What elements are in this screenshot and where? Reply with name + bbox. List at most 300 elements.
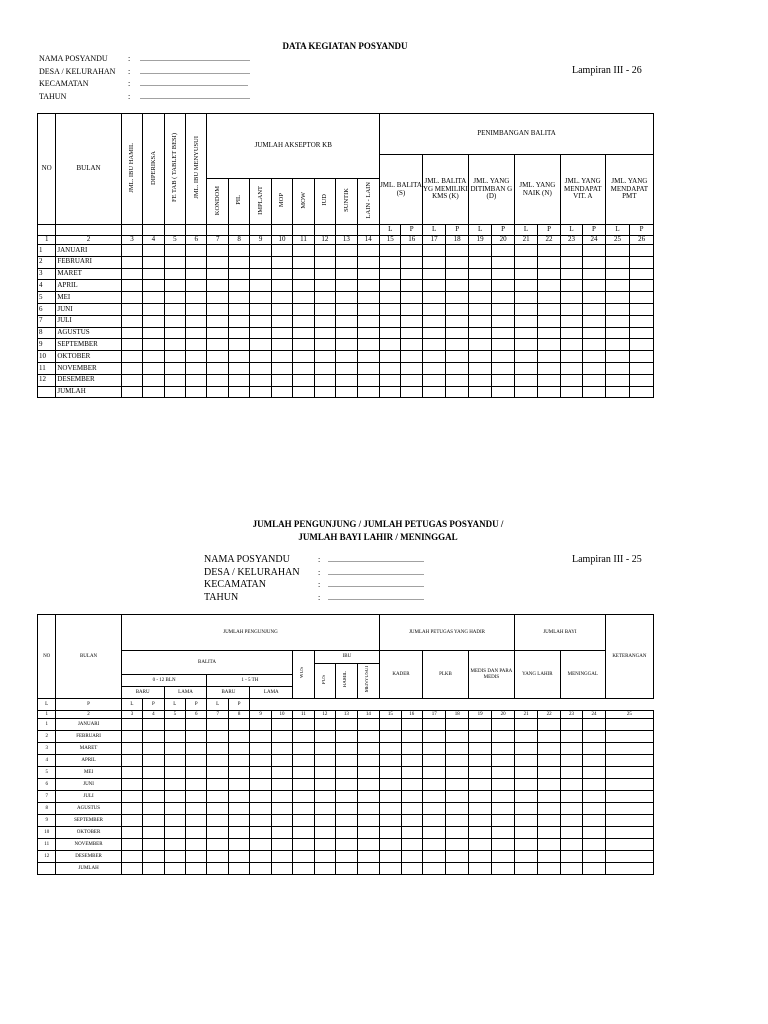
data-cell[interactable] [538, 245, 560, 257]
data-cell[interactable] [228, 339, 249, 351]
data-cell[interactable] [228, 386, 249, 398]
data-cell[interactable] [228, 362, 249, 374]
data-cell[interactable] [271, 827, 292, 839]
data-cell[interactable] [538, 779, 560, 791]
data-cell[interactable] [446, 245, 468, 257]
data-cell[interactable] [560, 851, 582, 863]
data-cell[interactable] [560, 374, 582, 386]
data-cell[interactable] [336, 339, 357, 351]
data-cell[interactable] [293, 779, 314, 791]
data-cell[interactable] [314, 292, 335, 304]
data-cell[interactable] [336, 386, 357, 398]
data-cell[interactable] [468, 851, 491, 863]
data-cell[interactable] [186, 719, 207, 731]
data-cell[interactable] [380, 767, 401, 779]
data-cell[interactable] [250, 374, 271, 386]
data-cell[interactable] [293, 731, 314, 743]
data-cell[interactable] [336, 863, 357, 875]
data-cell[interactable] [401, 851, 422, 863]
data-cell[interactable] [357, 351, 380, 363]
data-cell[interactable] [446, 851, 468, 863]
data-cell[interactable] [583, 815, 606, 827]
data-cell[interactable] [336, 362, 357, 374]
data-cell[interactable] [357, 362, 380, 374]
data-cell[interactable] [514, 743, 537, 755]
data-cell[interactable] [207, 839, 228, 851]
data-cell[interactable] [228, 719, 249, 731]
data-cell[interactable] [380, 315, 401, 327]
data-cell[interactable] [538, 386, 560, 398]
data-cell[interactable] [492, 791, 514, 803]
data-cell[interactable] [271, 256, 292, 268]
data-cell[interactable] [514, 863, 537, 875]
data-cell[interactable] [446, 256, 468, 268]
data-cell[interactable] [250, 362, 271, 374]
data-cell[interactable] [336, 851, 357, 863]
data-cell[interactable] [228, 863, 249, 875]
data-cell[interactable] [314, 256, 335, 268]
data-cell[interactable] [468, 791, 491, 803]
data-cell[interactable] [336, 327, 357, 339]
data-cell[interactable] [164, 245, 185, 257]
data-cell[interactable] [164, 280, 185, 292]
data-cell[interactable] [468, 315, 491, 327]
data-cell[interactable] [492, 268, 514, 280]
data-cell[interactable] [446, 351, 468, 363]
data-cell[interactable] [228, 779, 249, 791]
data-cell[interactable] [583, 803, 606, 815]
data-cell[interactable] [560, 767, 582, 779]
data-cell[interactable] [186, 791, 207, 803]
data-cell[interactable] [605, 779, 653, 791]
data-cell[interactable] [293, 791, 314, 803]
data-cell[interactable] [422, 292, 445, 304]
data-cell[interactable] [514, 755, 537, 767]
data-cell[interactable] [560, 268, 582, 280]
data-cell[interactable] [271, 779, 292, 791]
data-cell[interactable] [380, 339, 401, 351]
data-cell[interactable] [121, 303, 142, 315]
data-cell[interactable] [207, 268, 228, 280]
data-cell[interactable] [143, 779, 164, 791]
data-cell[interactable] [401, 292, 422, 304]
data-cell[interactable] [293, 280, 314, 292]
data-cell[interactable] [357, 839, 380, 851]
data-cell[interactable] [228, 827, 249, 839]
data-cell[interactable] [401, 339, 422, 351]
data-cell[interactable] [422, 839, 445, 851]
data-cell[interactable] [271, 386, 292, 398]
data-cell[interactable] [271, 803, 292, 815]
data-cell[interactable] [401, 779, 422, 791]
data-cell[interactable] [143, 839, 164, 851]
data-cell[interactable] [143, 767, 164, 779]
data-cell[interactable] [336, 351, 357, 363]
data-cell[interactable] [207, 386, 228, 398]
data-cell[interactable] [186, 731, 207, 743]
data-cell[interactable] [293, 815, 314, 827]
data-cell[interactable] [186, 827, 207, 839]
data-cell[interactable] [250, 351, 271, 363]
data-cell[interactable] [357, 863, 380, 875]
data-cell[interactable] [560, 755, 582, 767]
data-cell[interactable] [186, 245, 207, 257]
data-cell[interactable] [336, 815, 357, 827]
data-cell[interactable] [314, 839, 335, 851]
data-cell[interactable] [121, 327, 142, 339]
data-cell[interactable] [468, 803, 491, 815]
data-cell[interactable] [560, 803, 582, 815]
data-cell[interactable] [164, 815, 185, 827]
data-cell[interactable] [121, 863, 142, 875]
data-cell[interactable] [314, 303, 335, 315]
data-cell[interactable] [380, 803, 401, 815]
data-cell[interactable] [336, 303, 357, 315]
data-cell[interactable] [271, 292, 292, 304]
data-cell[interactable] [380, 791, 401, 803]
data-cell[interactable] [492, 374, 514, 386]
data-cell[interactable] [314, 245, 335, 257]
data-cell[interactable] [228, 374, 249, 386]
data-cell[interactable] [468, 863, 491, 875]
data-cell[interactable] [605, 351, 630, 363]
data-cell[interactable] [538, 315, 560, 327]
data-cell[interactable] [314, 280, 335, 292]
data-cell[interactable] [228, 256, 249, 268]
data-cell[interactable] [143, 303, 164, 315]
data-cell[interactable] [293, 863, 314, 875]
data-cell[interactable] [271, 839, 292, 851]
data-cell[interactable] [164, 315, 185, 327]
data-cell[interactable] [293, 327, 314, 339]
data-cell[interactable] [271, 767, 292, 779]
data-cell[interactable] [143, 374, 164, 386]
data-cell[interactable] [164, 803, 185, 815]
data-cell[interactable] [605, 851, 653, 863]
data-cell[interactable] [422, 851, 445, 863]
data-cell[interactable] [207, 351, 228, 363]
data-cell[interactable] [380, 779, 401, 791]
data-cell[interactable] [228, 268, 249, 280]
data-cell[interactable] [207, 719, 228, 731]
data-cell[interactable] [492, 339, 514, 351]
data-cell[interactable] [293, 767, 314, 779]
data-cell[interactable] [143, 803, 164, 815]
data-cell[interactable] [380, 303, 401, 315]
data-cell[interactable] [336, 374, 357, 386]
data-cell[interactable] [514, 827, 537, 839]
data-cell[interactable] [583, 386, 605, 398]
data-cell[interactable] [422, 303, 445, 315]
data-cell[interactable] [514, 791, 537, 803]
data-cell[interactable] [538, 731, 560, 743]
data-cell[interactable] [422, 268, 445, 280]
data-cell[interactable] [583, 791, 606, 803]
data-cell[interactable] [380, 839, 401, 851]
data-cell[interactable] [121, 268, 142, 280]
data-cell[interactable] [293, 292, 314, 304]
data-cell[interactable] [422, 339, 445, 351]
data-cell[interactable] [207, 779, 228, 791]
data-cell[interactable] [380, 827, 401, 839]
data-cell[interactable] [630, 256, 654, 268]
data-cell[interactable] [228, 292, 249, 304]
data-cell[interactable] [164, 743, 185, 755]
data-cell[interactable] [468, 245, 491, 257]
data-cell[interactable] [446, 303, 468, 315]
data-cell[interactable] [271, 851, 292, 863]
data-cell[interactable] [336, 245, 357, 257]
data-cell[interactable] [143, 245, 164, 257]
data-cell[interactable] [380, 351, 401, 363]
data-cell[interactable] [250, 719, 271, 731]
data-cell[interactable] [583, 327, 605, 339]
data-cell[interactable] [314, 851, 335, 863]
data-cell[interactable] [143, 280, 164, 292]
data-cell[interactable] [336, 791, 357, 803]
data-cell[interactable] [514, 374, 537, 386]
data-cell[interactable] [121, 280, 142, 292]
data-cell[interactable] [538, 303, 560, 315]
data-cell[interactable] [186, 327, 207, 339]
data-cell[interactable] [630, 292, 654, 304]
data-cell[interactable] [207, 362, 228, 374]
data-cell[interactable] [583, 292, 605, 304]
data-cell[interactable] [560, 719, 582, 731]
data-cell[interactable] [492, 779, 514, 791]
data-cell[interactable] [186, 362, 207, 374]
data-cell[interactable] [605, 280, 630, 292]
data-cell[interactable] [207, 767, 228, 779]
data-cell[interactable] [293, 303, 314, 315]
data-cell[interactable] [446, 803, 468, 815]
data-cell[interactable] [143, 863, 164, 875]
data-cell[interactable] [630, 268, 654, 280]
data-cell[interactable] [492, 851, 514, 863]
data-cell[interactable] [605, 292, 630, 304]
data-cell[interactable] [164, 386, 185, 398]
data-cell[interactable] [228, 743, 249, 755]
data-cell[interactable] [468, 327, 491, 339]
data-cell[interactable] [630, 280, 654, 292]
data-cell[interactable] [143, 327, 164, 339]
data-cell[interactable] [446, 839, 468, 851]
data-cell[interactable] [401, 755, 422, 767]
data-cell[interactable] [357, 731, 380, 743]
data-cell[interactable] [121, 839, 142, 851]
data-cell[interactable] [468, 743, 491, 755]
data-cell[interactable] [446, 815, 468, 827]
data-cell[interactable] [336, 803, 357, 815]
data-cell[interactable] [514, 245, 537, 257]
data-cell[interactable] [357, 743, 380, 755]
data-cell[interactable] [560, 731, 582, 743]
data-cell[interactable] [538, 268, 560, 280]
data-cell[interactable] [143, 791, 164, 803]
data-cell[interactable] [492, 280, 514, 292]
data-cell[interactable] [422, 362, 445, 374]
data-cell[interactable] [228, 731, 249, 743]
data-cell[interactable] [468, 351, 491, 363]
data-cell[interactable] [228, 815, 249, 827]
data-cell[interactable] [164, 731, 185, 743]
data-cell[interactable] [271, 815, 292, 827]
data-cell[interactable] [630, 351, 654, 363]
data-cell[interactable] [250, 268, 271, 280]
data-cell[interactable] [207, 374, 228, 386]
data-cell[interactable] [446, 362, 468, 374]
data-cell[interactable] [422, 245, 445, 257]
data-cell[interactable] [271, 351, 292, 363]
data-cell[interactable] [605, 827, 653, 839]
data-cell[interactable] [314, 863, 335, 875]
data-cell[interactable] [583, 767, 606, 779]
data-cell[interactable] [143, 339, 164, 351]
data-cell[interactable] [422, 719, 445, 731]
data-cell[interactable] [250, 303, 271, 315]
data-cell[interactable] [250, 839, 271, 851]
data-cell[interactable] [492, 303, 514, 315]
data-cell[interactable] [401, 827, 422, 839]
data-cell[interactable] [336, 280, 357, 292]
data-cell[interactable] [492, 827, 514, 839]
data-cell[interactable] [380, 327, 401, 339]
data-cell[interactable] [380, 280, 401, 292]
data-cell[interactable] [293, 374, 314, 386]
data-cell[interactable] [605, 815, 653, 827]
data-cell[interactable] [401, 386, 422, 398]
data-cell[interactable] [560, 863, 582, 875]
data-cell[interactable] [605, 386, 630, 398]
data-cell[interactable] [207, 863, 228, 875]
data-cell[interactable] [314, 755, 335, 767]
data-cell[interactable] [630, 245, 654, 257]
data-cell[interactable] [293, 256, 314, 268]
data-cell[interactable] [630, 327, 654, 339]
data-cell[interactable] [446, 863, 468, 875]
data-cell[interactable] [468, 755, 491, 767]
data-cell[interactable] [538, 815, 560, 827]
data-cell[interactable] [380, 731, 401, 743]
data-cell[interactable] [271, 315, 292, 327]
data-cell[interactable] [271, 791, 292, 803]
data-cell[interactable] [250, 339, 271, 351]
data-cell[interactable] [314, 327, 335, 339]
data-cell[interactable] [164, 791, 185, 803]
data-cell[interactable] [164, 719, 185, 731]
data-cell[interactable] [605, 362, 630, 374]
data-cell[interactable] [336, 827, 357, 839]
data-cell[interactable] [401, 815, 422, 827]
data-cell[interactable] [207, 791, 228, 803]
data-cell[interactable] [293, 851, 314, 863]
data-cell[interactable] [336, 256, 357, 268]
data-cell[interactable] [357, 256, 380, 268]
data-cell[interactable] [583, 779, 606, 791]
data-cell[interactable] [422, 351, 445, 363]
data-cell[interactable] [250, 791, 271, 803]
data-cell[interactable] [401, 268, 422, 280]
data-cell[interactable] [250, 731, 271, 743]
data-cell[interactable] [605, 755, 653, 767]
data-cell[interactable] [186, 755, 207, 767]
data-cell[interactable] [583, 256, 605, 268]
data-cell[interactable] [228, 839, 249, 851]
data-cell[interactable] [186, 863, 207, 875]
data-cell[interactable] [380, 755, 401, 767]
data-cell[interactable] [228, 280, 249, 292]
data-cell[interactable] [560, 779, 582, 791]
data-cell[interactable] [336, 767, 357, 779]
data-cell[interactable] [336, 755, 357, 767]
data-cell[interactable] [468, 374, 491, 386]
data-cell[interactable] [293, 827, 314, 839]
data-cell[interactable] [207, 256, 228, 268]
data-cell[interactable] [514, 803, 537, 815]
data-cell[interactable] [583, 351, 605, 363]
data-cell[interactable] [468, 815, 491, 827]
data-cell[interactable] [250, 803, 271, 815]
data-cell[interactable] [605, 374, 630, 386]
data-cell[interactable] [357, 374, 380, 386]
data-cell[interactable] [357, 803, 380, 815]
data-cell[interactable] [446, 755, 468, 767]
data-cell[interactable] [401, 731, 422, 743]
data-cell[interactable] [186, 315, 207, 327]
data-cell[interactable] [468, 268, 491, 280]
data-cell[interactable] [538, 863, 560, 875]
data-cell[interactable] [514, 386, 537, 398]
data-cell[interactable] [314, 315, 335, 327]
data-cell[interactable] [357, 767, 380, 779]
data-cell[interactable] [207, 280, 228, 292]
data-cell[interactable] [143, 851, 164, 863]
data-cell[interactable] [401, 327, 422, 339]
data-cell[interactable] [630, 386, 654, 398]
data-cell[interactable] [314, 731, 335, 743]
data-cell[interactable] [605, 791, 653, 803]
data-cell[interactable] [468, 339, 491, 351]
data-cell[interactable] [538, 755, 560, 767]
data-cell[interactable] [164, 256, 185, 268]
data-cell[interactable] [468, 731, 491, 743]
data-cell[interactable] [630, 315, 654, 327]
data-cell[interactable] [583, 839, 606, 851]
data-cell[interactable] [164, 268, 185, 280]
data-cell[interactable] [164, 839, 185, 851]
data-cell[interactable] [336, 292, 357, 304]
data-cell[interactable] [186, 351, 207, 363]
data-cell[interactable] [538, 339, 560, 351]
data-cell[interactable] [293, 351, 314, 363]
data-cell[interactable] [164, 339, 185, 351]
data-cell[interactable] [560, 839, 582, 851]
data-cell[interactable] [401, 315, 422, 327]
data-cell[interactable] [143, 743, 164, 755]
data-cell[interactable] [605, 245, 630, 257]
data-cell[interactable] [560, 386, 582, 398]
data-cell[interactable] [336, 719, 357, 731]
data-cell[interactable] [605, 315, 630, 327]
data-cell[interactable] [380, 374, 401, 386]
data-cell[interactable] [121, 755, 142, 767]
data-cell[interactable] [250, 280, 271, 292]
data-cell[interactable] [293, 803, 314, 815]
data-cell[interactable] [121, 827, 142, 839]
data-cell[interactable] [143, 815, 164, 827]
data-cell[interactable] [121, 767, 142, 779]
data-cell[interactable] [357, 327, 380, 339]
